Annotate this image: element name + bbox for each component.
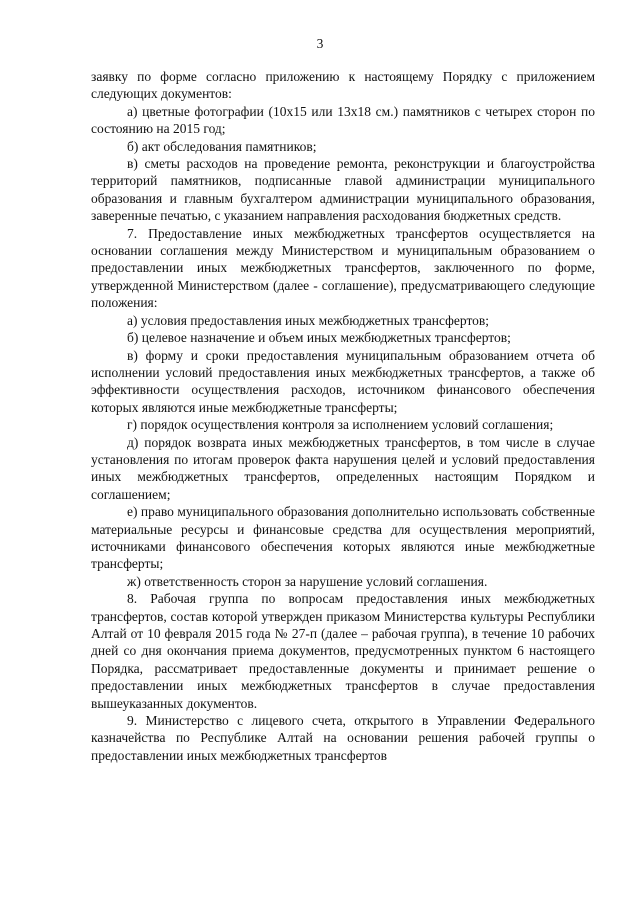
document-body: [91, 68, 595, 764]
paragraph: 8. Рабочая группа по вопросам предоставления иных межбюджетных трансфертов, состав которой утвержден приказом Министерства культуры Республики Алтай от 10 февраля 2015 года № 27-п (далее – рабочая группа), в течение 10 рабочих дней со дня окончания приема документов, предусмотренных пунктом 6 настоящего Порядка, рассматривает предоставленные документы и принимает решение о предоставлении иных межбюджетных трансфертов в случае предоставления вышеуказанных документов.: [91, 591, 595, 711]
paragraph: в) сметы расходов на проведение ремонта, реконструкции и благоустройства территорий памятников, подписанные главой администрации муниципального образования и главным бухгалтером администрации муниципального образования, заверенные печатью, с указанием направления расходования бюджетных средств.: [91, 156, 595, 224]
paragraph: заявку по форме согласно приложению к настоящему Порядку с приложением следующих документов:: [91, 69, 595, 102]
paragraph: ж) ответственность сторон за нарушение условий соглашения.: [127, 573, 488, 589]
paragraph: е) право муниципального образования дополнительно использовать собственные материальные ресурсы и финансовые средства для осуществления мероприятий, источниками финансового обеспечения которых являются иные межбюджетные трансферты;: [91, 504, 595, 572]
paragraph: б) целевое назначение и объем иных межбюджетных трансфертов;: [127, 330, 511, 346]
paragraph: г) порядок осуществления контроля за исполнением условий соглашения;: [127, 417, 554, 433]
paragraph: 9. Министерство с лицевого счета, открытого в Управлении Федерального казначейства по Республике Алтай на основании решения рабочей группы о предоставлении иных межбюджетных трансфертов: [91, 713, 595, 763]
paragraph: а) цветные фотографии (10х15 или 13х18 см.) памятников с четырех сторон по состоянию на 2015 год;: [91, 103, 595, 137]
paragraph: в) форму и сроки предоставления муниципальным образованием отчета об исполнении условий предоставления иных межбюджетных трансфертов, а также об эффективности осуществления расходов, источником финансового обеспечения которых являются иные межбюджетные трансферты;: [91, 347, 595, 415]
page-number: 3: [316, 36, 324, 51]
paragraph: 7. Предоставление иных межбюджетных трансфертов осуществляется на основании соглашения между Министерством и муниципальным образованием о предоставлении иных межбюджетных трансфертов, заключенного по форме, утвержденной Министерством (далее - соглашение), предусматривающего следующие положения:: [91, 225, 595, 311]
paragraph: а) условия предоставления иных межбюджетных трансфертов;: [127, 312, 490, 328]
paragraph: б) акт обследования памятников;: [127, 138, 317, 154]
paragraph: д) порядок возврата иных межбюджетных трансфертов, в том числе в случае установления по итогам проверок факта нарушения целей и условий предоставления иных межбюджетных трансфертов, определенных настоящим Порядком и соглашением;: [91, 434, 595, 502]
